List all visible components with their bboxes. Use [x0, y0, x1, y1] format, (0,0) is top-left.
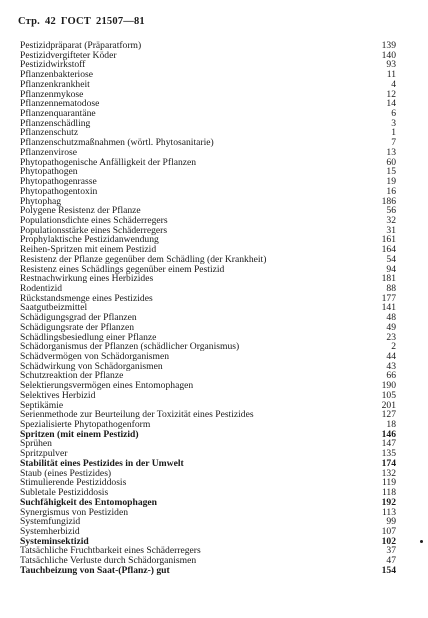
index-page-number: 105: [381, 389, 396, 401]
index-page-number: 6: [391, 108, 396, 120]
standard-label: ГОСТ: [60, 16, 92, 27]
index-page-number: 13: [386, 146, 396, 158]
index-page-number: 201: [381, 399, 396, 411]
index-term: Schutzreaktion der Pflanze: [20, 370, 124, 382]
index-term: Spritzpulver: [20, 448, 68, 460]
index-page-number: 7: [391, 137, 396, 149]
page-header: [18, 16, 150, 27]
index-term: Selektives Herbizid: [20, 389, 96, 401]
index-term: Populationsdichte eines Schäderregers: [20, 214, 168, 226]
index-term: Septikämie: [20, 399, 64, 411]
index-term: Suchfähigkeit des Entomophagen: [20, 496, 158, 508]
index-term: Phytophag: [20, 195, 62, 207]
index-page-number: 113: [381, 506, 396, 518]
index-page-number: 174: [381, 457, 396, 469]
index-entry: [20, 430, 396, 440]
index-term: Systeminsektizid: [20, 535, 89, 547]
index-page-number: 16: [386, 185, 396, 197]
index-term: Staub (eines Pestizides): [20, 467, 112, 479]
index-term: Pestizidpräparat (Präparatform): [20, 40, 142, 51]
index-term: Tatsächliche Verluste durch Schädorganismen: [20, 555, 197, 567]
index-page-number: 18: [386, 419, 396, 431]
index-page-number: 60: [386, 156, 396, 168]
index-page-number: 37: [386, 545, 396, 557]
index-page-number: 14: [386, 98, 396, 110]
index-page-number: 11: [386, 69, 396, 81]
index-term: Rückstandsmenge eines Pestizides: [20, 292, 153, 304]
index-term: Pestizidwirkstoff: [20, 59, 86, 71]
index-term: Schädigungsgrad der Pflanzen: [20, 312, 137, 324]
index-page-number: 48: [386, 312, 396, 324]
index-term: Pflanzenvirose: [20, 146, 78, 158]
index-page-number: 88: [386, 282, 396, 294]
index-term: Pestizidvergifteter Köder: [20, 49, 117, 61]
index-term: Tauchbeizung von Saat-(Pflanz-) gut: [20, 564, 170, 576]
index-term: Resistenz eines Schädlings gegenüber einem Pestizid: [20, 263, 225, 275]
index-page-number: 107: [381, 525, 396, 537]
index-term: Serienmethode zur Beurteilung der Toxizität eines Pestizides: [20, 409, 254, 421]
index-term: Subletale Pestiziddosis: [20, 487, 109, 499]
index-page-number: 54: [386, 253, 396, 265]
index-term: Pflanzenschädling: [20, 117, 91, 129]
index-page-number: 127: [381, 409, 396, 421]
index-term: Populationsstärke eines Schäderregers: [20, 224, 168, 236]
standard-code: 21507—81: [96, 16, 145, 27]
index-term: Reihen-Spritzen mit einem Pestizid: [20, 244, 157, 256]
index-entry: [20, 439, 396, 449]
index-page-number: 3: [391, 117, 396, 129]
index-page-number: 49: [386, 321, 396, 333]
index-term: Resistenz der Pflanze gegenüber dem Schädling (der Krankheit): [20, 253, 267, 265]
index-page-number: 141: [381, 302, 396, 314]
index-term: Sprühen: [20, 438, 52, 450]
index-page-number: 44: [386, 351, 396, 362]
index-term: Stimulierende Pestiziddosis: [20, 477, 127, 489]
index-term: Spritzen (mit einem Pestizid): [20, 428, 139, 440]
index-page-number: 47: [386, 555, 396, 567]
index-entry: [20, 274, 396, 284]
index-term: Saatgutbeizmittel: [20, 302, 88, 314]
index-page-number: 93: [386, 59, 396, 71]
index-page-number: 43: [386, 360, 396, 372]
index-term: Stabilität eines Pestizides in der Umwelt: [20, 457, 184, 469]
index-page-number: 15: [386, 166, 396, 178]
index-term: Systemfungizid: [20, 516, 81, 528]
index-page-number: 56: [386, 205, 396, 217]
index-page-number: 181: [381, 273, 396, 285]
index-page-number: 32: [386, 214, 396, 226]
index-page-number: 118: [381, 487, 396, 499]
index-page-number: 164: [381, 244, 396, 256]
index-page-number: 102: [381, 535, 396, 547]
page-number: 42: [45, 16, 56, 27]
index-list: [20, 41, 396, 576]
index-page-number: 146: [381, 428, 396, 440]
index-term: Tatsächliche Fruchtbarkeit eines Schäderregers: [20, 545, 201, 557]
index-page-number: 147: [381, 438, 396, 450]
index-page-number: 190: [381, 380, 396, 392]
margin-dot: [420, 540, 423, 543]
index-term: Polygene Resistenz der Pflanze: [20, 205, 141, 217]
index-term: Systemherbizid: [20, 525, 80, 537]
index-page-number: 1: [391, 127, 396, 139]
index-term: Selektierungsvermögen eines Entomophagen: [20, 380, 194, 392]
index-term: Pflanzenschutzmaßnahmen (wörtl. Phytosanitarie): [20, 137, 214, 149]
index-page-number: 94: [386, 263, 396, 275]
index-page-number: 154: [381, 564, 396, 576]
index-term: Pflanzenmykose: [20, 88, 84, 100]
index-term: Phytopathogen: [20, 166, 78, 178]
index-page-number: 2: [391, 341, 396, 353]
index-page-number: 192: [381, 496, 396, 508]
index-term: Rodentizid: [20, 282, 63, 294]
index-page-number: 139: [381, 40, 396, 51]
page-label: Стр.: [18, 16, 40, 27]
index-page-number: 4: [391, 78, 396, 90]
index-term: Pflanzenbakteriose: [20, 69, 93, 81]
index-term: Schädorganismus der Pflanzen (schädlicher Organismus): [20, 341, 240, 353]
index-page-number: 31: [386, 224, 396, 236]
index-term: Schädwirkung von Schädorganismen: [20, 360, 163, 372]
index-term: Restnachwirkung eines Herbizides: [20, 273, 154, 285]
index-term: Phytopathogenrasse: [20, 176, 97, 188]
index-term: Pflanzenkrankheit: [20, 78, 90, 90]
index-page-number: 12: [386, 88, 396, 100]
index-page-number: 177: [381, 292, 396, 304]
index-page-number: 135: [381, 448, 396, 460]
index-page-number: 161: [381, 234, 396, 246]
index-page-number: 19: [386, 176, 396, 188]
index-page-number: 66: [386, 370, 396, 382]
index-term: Spezialisierte Phytopathogenform: [20, 419, 151, 431]
index-term: Synergismus von Pestiziden: [20, 506, 129, 518]
index-entry: [20, 187, 396, 197]
index-term: Pflanzenschutz: [20, 127, 79, 139]
index-term: Prophylaktische Pestizidanwendung: [20, 234, 159, 246]
index-page-number: 140: [381, 49, 396, 61]
index-page-number: 99: [386, 516, 396, 528]
index-term: Pflanzennematodose: [20, 98, 100, 110]
index-page-number: 132: [381, 467, 396, 479]
index-page-number: 186: [381, 195, 396, 207]
index-entry: [20, 391, 396, 401]
index-term: Schädigungsrate der Pflanzen: [20, 321, 135, 333]
index-page-number: 23: [386, 331, 396, 343]
index-entry: [20, 566, 396, 576]
index-page-number: 119: [381, 477, 396, 489]
index-term: Schädlingsbesiedlung einer Pflanze: [20, 331, 157, 343]
index-term: Phytopathogentoxin: [20, 185, 98, 197]
index-term: Pflanzenquarantäne: [20, 108, 96, 120]
index-term: Phytopathogenische Anfälligkeit der Pflanzen: [20, 156, 197, 168]
index-term: Schädvermögen von Schädorganismen: [20, 351, 170, 362]
